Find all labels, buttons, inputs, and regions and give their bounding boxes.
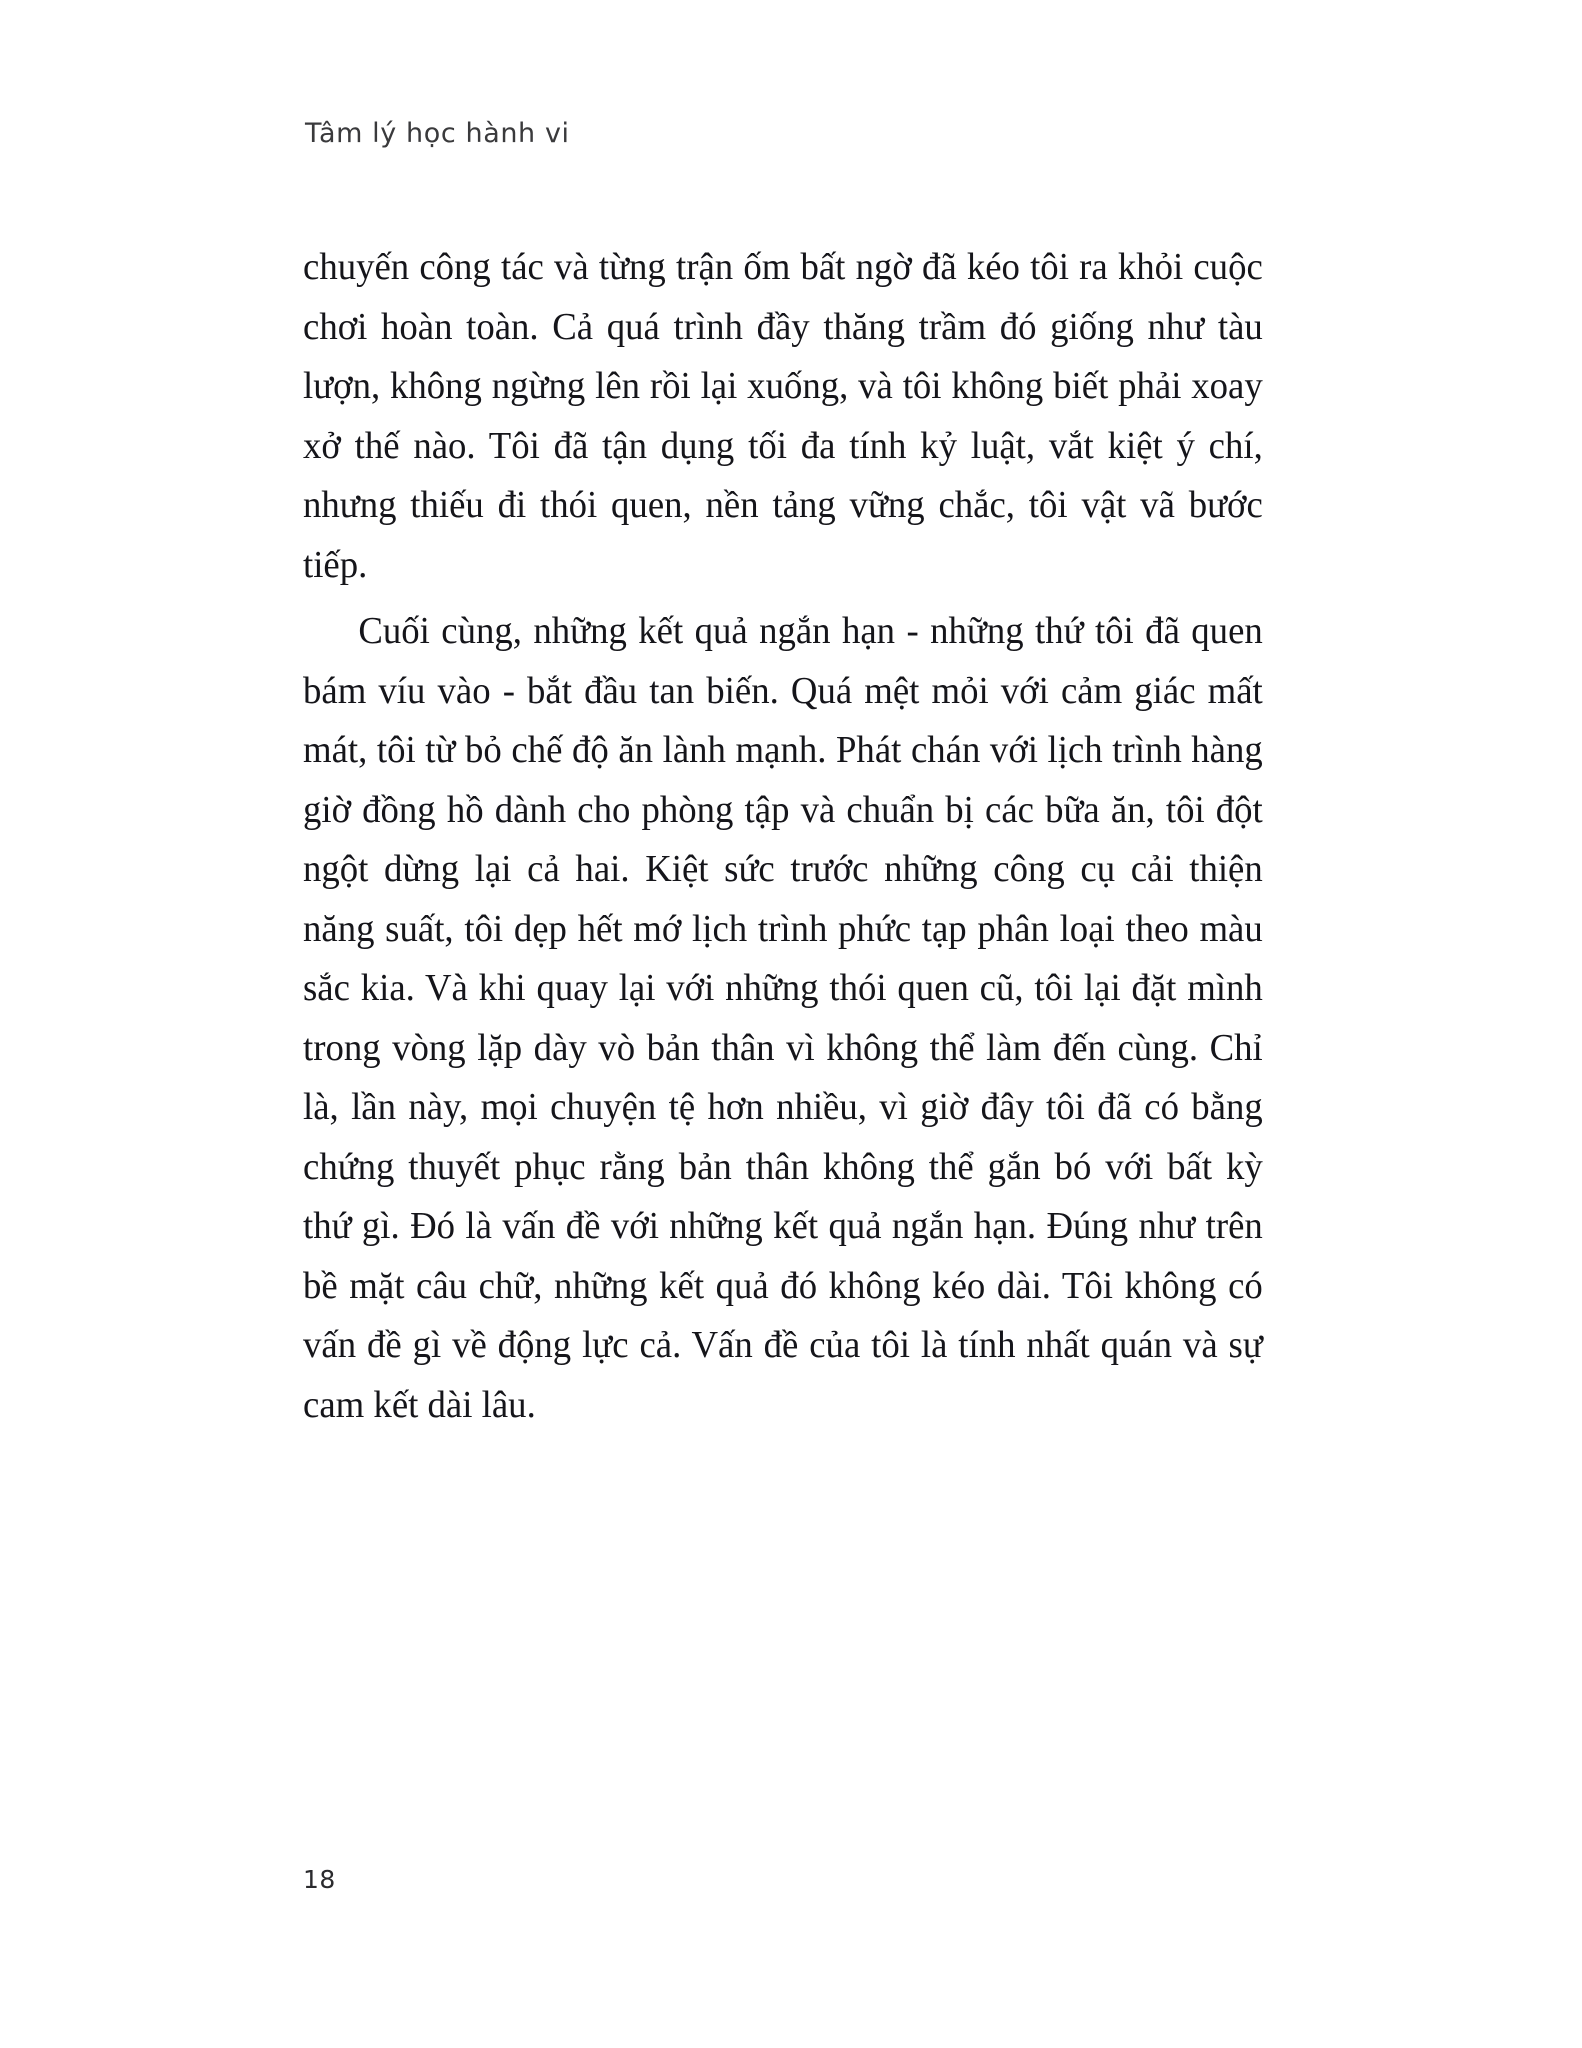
paragraph-2: Cuối cùng, những kết quả ngắn hạn - những thứ tôi đã quen bám víu vào - bắt đầu tan biến. Quá mệt mỏi với cảm giác mất mát, tôi từ bỏ chế độ ăn lành mạnh. Phát chán với lịch trình hàng giờ đồng hồ dành cho phòng tập và chuẩn bị các bữa ăn, tôi đột ngột dừng lại cả hai. Kiệt sức trước những công cụ cải thiện năng suất, tôi dẹp hết mớ lịch trình phức tạp phân loại theo màu sắc kia. Và khi quay lại với những thói quen cũ, tôi lại đặt mình trong vòng lặp dày vò bản thân vì không thể làm đến cùng. Chỉ là, lần này, mọi chuyện tệ hơn nhiều, vì giờ đây tôi đã có bằng chứng thuyết phục rằng bản thân không thể gắn bó với bất kỳ thứ gì. Đó là vấn đề với những kết quả ngắn hạn. Đúng như trên bề mặt câu chữ, những kết quả đó không kéo dài. Tôi không có vấn đề gì về động lực cả. Vấn đề của tôi là tính nhất quán và sự cam kết dài lâu. [303, 610, 1263, 1426]
running-header: Tâm lý học hành vi [305, 118, 570, 149]
page-number: 18 [303, 1865, 336, 1894]
paragraph-1: chuyến công tác và từng trận ốm bất ngờ đã kéo tôi ra khỏi cuộc chơi hoàn toàn. Cả quá trình đầy thăng trầm đó giống như tàu lượn, không ngừng lên rồi lại xuống, và tôi không biết phải xoay xở thế nào. Tôi đã tận dụng tối đa tính kỷ luật, vắt kiệt ý chí, nhưng thiếu đi thói quen, nền tảng vững chắc, tôi vật vã bước tiếp. [303, 246, 1263, 586]
body-text-block [303, 238, 1263, 1435]
